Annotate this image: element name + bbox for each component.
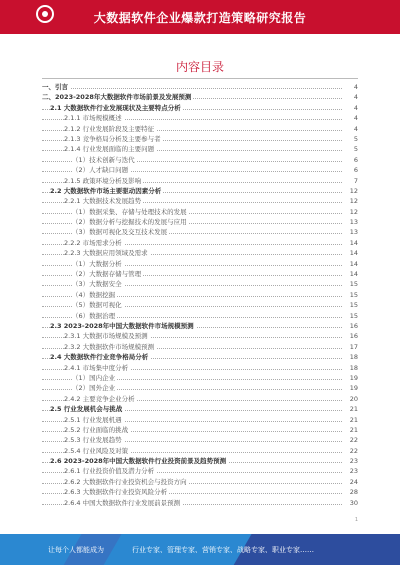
toc-entry-page: 12 [349, 197, 358, 206]
toc-entry[interactable] [42, 92, 358, 102]
toc-entry-label: 2.6.2 大数据软件行业投资机会与投资方向 [64, 477, 187, 486]
page-number: 1 [354, 517, 358, 523]
toc-entry[interactable] [42, 435, 358, 445]
toc-entry-label: 2.6.4 中国大数据软件行业发展前景预测 [64, 498, 181, 507]
toc-entry[interactable] [42, 165, 358, 175]
footer-banner [0, 534, 400, 565]
toc-entry-page: 6 [353, 155, 358, 164]
toc-entry-label: 2.1.3 竞争格局分析及主要参与者 [64, 134, 161, 143]
toc-leader-dots [42, 88, 342, 89]
toc-entry-page: 4 [353, 103, 358, 112]
toc-entry[interactable] [42, 425, 358, 435]
toc-entry-page: 14 [349, 259, 358, 268]
toc-entry-page: 15 [349, 301, 358, 310]
toc-entry-page: 22 [349, 436, 358, 445]
toc-entry-label: （2）大数据存储与管理 [72, 270, 142, 279]
toc-entry-label: 二、2023-2028年大数据软件市场前景及发展预测 [42, 93, 192, 102]
toc-entry-label: 2.5.1 行业发展机遇 [64, 415, 122, 424]
toc-entry[interactable] [42, 363, 358, 373]
toc-entry-page: 15 [349, 280, 358, 289]
toc-entry-label: （5）数据可视化 [72, 301, 122, 310]
toc-entry-page: 30 [349, 498, 358, 507]
toc-entry[interactable] [42, 394, 358, 404]
toc-entry-page: 14 [349, 249, 358, 258]
toc-entry[interactable] [42, 176, 358, 186]
toc-entry-label: 2.2 大数据软件市场主要驱动因素分析 [50, 186, 162, 195]
toc-entry-page: 5 [353, 145, 358, 154]
toc-entry[interactable] [42, 477, 358, 487]
toc-entry-label: （1）国内企业 [72, 373, 116, 382]
toc-entry-page: 4 [353, 83, 358, 91]
toc-entry[interactable] [42, 300, 358, 310]
toc-entry[interactable] [42, 498, 358, 508]
toc-entry[interactable] [42, 279, 358, 289]
toc-entry-label: 2.5.2 行业面临的挑战 [64, 425, 129, 434]
toc-entry-label: （2）数据分析与挖掘技术的发展与应用 [72, 218, 187, 227]
toc-entry-page: 21 [349, 425, 358, 434]
toc-entry[interactable] [42, 238, 358, 248]
toc-entry-label: 2.2.2 市场需求分析 [64, 238, 122, 247]
toc-entry-page: 13 [349, 218, 358, 227]
toc-entry[interactable] [42, 331, 358, 341]
toc-entry[interactable] [42, 186, 358, 196]
toc-entry-label: （1）大数据分析 [72, 259, 122, 268]
toc-entry-label: （2）人才缺口问题 [72, 166, 129, 175]
toc-entry-label: 2.1.5 政策环境分析及影响 [64, 176, 142, 185]
toc-entry-label: 2.2.3 大数据应用领域及需求 [64, 249, 148, 258]
toc-entry[interactable] [42, 207, 358, 217]
toc-entry-page: 15 [349, 290, 358, 299]
toc-entry-page: 23 [349, 467, 358, 476]
toc-entry[interactable] [42, 196, 358, 206]
toc-entry[interactable] [42, 248, 358, 258]
footer-slogan: 让每个人都能成为 [48, 546, 104, 554]
toc-entry[interactable] [42, 113, 358, 123]
toc-entry-label: 2.4.2 主要竞争企业分析 [64, 394, 135, 403]
toc-entry-page: 5 [353, 134, 358, 143]
toc-entry-page: 17 [349, 342, 358, 351]
toc-entry[interactable] [42, 352, 358, 362]
toc-entry-page: 16 [349, 332, 358, 341]
toc-entry-page: 21 [349, 405, 358, 414]
toc-entry-label: 2.1 大数据软件行业发展现状及主要特点分析 [50, 103, 181, 112]
toc-entry-page: 12 [349, 207, 358, 216]
toc-entry-label: （1）技术创新与迭代 [72, 155, 135, 164]
toc-entry-label: 2.5.3 行业发展趋势 [64, 436, 122, 445]
toc-entry-page: 20 [349, 394, 358, 403]
toc-entry[interactable] [42, 342, 358, 352]
footer-tagline: 行业专家、管理专家、营销专家、战略专家、职业专家…… [132, 546, 314, 554]
toc-entry[interactable] [42, 290, 358, 300]
toc-entry[interactable] [42, 311, 358, 321]
toc-entry[interactable] [42, 383, 358, 393]
toc-entry-label: 2.1.2 行业发展阶段及主要特征 [64, 124, 155, 133]
toc-entry-label: 2.1.1 市场规模概述 [64, 114, 122, 123]
toc-entry-label: （1）数据采集、存储与处理技术的发展 [72, 207, 187, 216]
toc-entry[interactable] [42, 373, 358, 383]
toc-entry-label: （2）国外企业 [72, 384, 116, 393]
toc-entry[interactable] [42, 217, 358, 227]
toc-entry-page: 18 [349, 353, 358, 362]
toc-entry[interactable] [42, 227, 358, 237]
toc-entry-label: 一、引言 [42, 83, 68, 91]
toc-entry-page: 16 [349, 321, 358, 330]
toc-entry-label: （3）数据可视化及交互技术发展 [72, 228, 168, 237]
toc-entry-label: 2.6.1 行业投资价值及潜力分析 [64, 467, 155, 476]
toc-entry-label: 2.6.3 大数据软件行业投资风险分析 [64, 488, 168, 497]
toc-entry-label: 2.1.4 行业发展面临的主要问题 [64, 145, 155, 154]
toc-entry-label: 2.5 行业发展机会与挑战 [50, 405, 123, 414]
toc-entry-page: 14 [349, 270, 358, 279]
toc-entry-page: 18 [349, 363, 358, 372]
toc-entry[interactable] [42, 321, 358, 331]
toc-entry-page: 28 [349, 488, 358, 497]
toc-entry-label: 2.3.1 大数据市场规模及预测 [64, 332, 148, 341]
toc-entry[interactable] [42, 269, 358, 279]
toc-entry-page: 4 [353, 124, 358, 133]
toc-entry-page: 24 [349, 477, 358, 486]
toc-entry[interactable] [42, 487, 358, 497]
toc-entry-label: （4）数据挖掘 [72, 290, 116, 299]
toc-entry-label: 2.4.1 市场集中度分析 [64, 363, 129, 372]
toc-entry[interactable] [42, 259, 358, 269]
toc-entry[interactable] [42, 446, 358, 456]
toc-entry-page: 4 [353, 93, 358, 102]
toc-entry[interactable] [42, 404, 358, 414]
toc-entry[interactable] [42, 144, 358, 154]
toc-entry-label: 2.3.2 大数据软件市场规模预测 [64, 342, 155, 351]
toc-divider [42, 78, 358, 79]
toc-entry[interactable] [42, 466, 358, 476]
toc-entry-page: 15 [349, 311, 358, 320]
table-of-contents [42, 82, 358, 508]
toc-entry-page: 23 [349, 457, 358, 466]
toc-entry-page: 22 [349, 446, 358, 455]
toc-entry-page: 4 [353, 114, 358, 123]
toc-entry-page: 7 [353, 176, 358, 185]
toc-entry[interactable] [42, 415, 358, 425]
toc-heading: 内容目录 [175, 60, 224, 74]
report-header [0, 0, 400, 34]
toc-entry-page: 14 [349, 238, 358, 247]
toc-entry-label: （3）大数据安全 [72, 280, 122, 289]
toc-entry-page: 12 [349, 186, 358, 195]
toc-entry-page: 13 [349, 228, 358, 237]
toc-entry-label: 2.5.4 行业风险及对策 [64, 446, 129, 455]
toc-entry-page: 21 [349, 415, 358, 424]
toc-entry-label: 2.4 大数据软件行业竞争格局分析 [50, 353, 149, 362]
toc-entry[interactable] [42, 103, 358, 113]
toc-entry-label: （6）数据治理 [72, 311, 116, 320]
toc-entry-label: 2.2.1 大数据技术发展趋势 [64, 197, 142, 206]
toc-entry-page: 19 [349, 373, 358, 382]
toc-entry[interactable] [42, 124, 358, 134]
report-title: 大数据软件企业爆款打造策略研究报告 [93, 11, 307, 25]
toc-entry-page: 6 [353, 166, 358, 175]
toc-entry[interactable] [42, 456, 358, 466]
toc-entry[interactable] [42, 134, 358, 144]
toc-entry[interactable] [42, 82, 358, 92]
toc-entry-label: 2.6 2023-2028年中国大数据软件行业投资前景及趋势预测 [50, 457, 227, 466]
toc-entry[interactable] [42, 155, 358, 165]
toc-entry-page: 19 [349, 384, 358, 393]
toc-entry-label: 2.3 2023-2028年中国大数据软件市场规模预测 [50, 321, 194, 330]
